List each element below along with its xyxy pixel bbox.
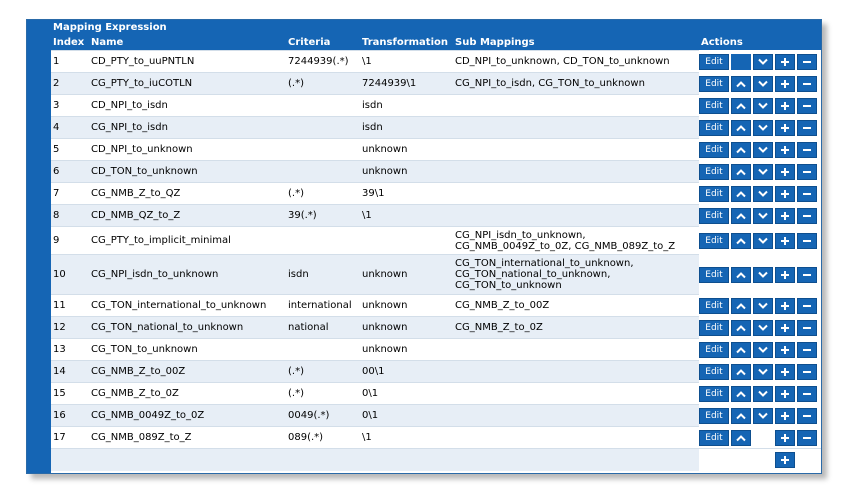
cell-actions: [699, 51, 821, 73]
chevron-up-icon: [736, 412, 746, 420]
cell-sub-mappings: [453, 427, 699, 449]
table-row: [51, 339, 821, 361]
minus-icon: [802, 236, 812, 246]
cell-criteria: (.*): [286, 73, 360, 95]
cell-index: 17: [51, 427, 89, 449]
cell-index: 10: [51, 255, 89, 295]
remove-button[interactable]: [797, 98, 817, 114]
move-up-button[interactable]: [731, 267, 751, 283]
cell-criteria: [286, 227, 360, 255]
mapping-panel: [26, 19, 822, 474]
cell-name: CG_NMB_Z_to_0Z: [89, 383, 286, 405]
table-row: [51, 205, 821, 227]
sub-mapping-line: CG_NMB_Z_to_00Z: [455, 300, 550, 311]
cell-sub-mappings: [453, 317, 699, 339]
cell-actions: [699, 117, 821, 139]
sub-mapping-line: CG_TON_to_unknown: [455, 280, 562, 291]
table-row: [51, 405, 821, 427]
chevron-down-icon: [758, 346, 768, 354]
move-up-button[interactable]: [731, 342, 751, 358]
add-button[interactable]: [775, 76, 795, 92]
cell-sub-mappings: [453, 161, 699, 183]
cell-index: 1: [51, 51, 89, 73]
remove-button[interactable]: [797, 54, 817, 70]
plus-icon: [780, 211, 790, 221]
chevron-down-icon: [758, 102, 768, 110]
cell-index: 14: [51, 361, 89, 383]
plus-icon: [780, 167, 790, 177]
cell-criteria: (.*): [286, 383, 360, 405]
add-button[interactable]: [775, 320, 795, 336]
cell-name: CG_PTY_to_iuCOTLN: [89, 73, 286, 95]
move-up-button[interactable]: [731, 430, 751, 446]
minus-icon: [802, 301, 812, 311]
remove-button[interactable]: [797, 186, 817, 202]
cell-sub-mappings: [453, 139, 699, 161]
cell-sub-mappings: [453, 183, 699, 205]
cell-name: CG_NMB_0049Z_to_0Z: [89, 405, 286, 427]
plus-icon: [780, 323, 790, 333]
minus-icon: [802, 411, 812, 421]
move-down-button[interactable]: [753, 76, 773, 92]
minus-icon: [802, 123, 812, 133]
chevron-up-icon: [736, 124, 746, 132]
cell-index: 12: [51, 317, 89, 339]
move-up-button[interactable]: [731, 386, 751, 402]
minus-icon: [802, 101, 812, 111]
move-up-button[interactable]: [731, 208, 751, 224]
move-up-button[interactable]: [731, 186, 751, 202]
move-down-button[interactable]: [753, 342, 773, 358]
remove-button[interactable]: [797, 342, 817, 358]
cell-name: CG_NMB_089Z_to_Z: [89, 427, 286, 449]
cell-sub-mappings: [453, 339, 699, 361]
cell-transformation: 0\1: [360, 383, 453, 405]
minus-icon: [802, 167, 812, 177]
cell-sub-mappings: [453, 73, 699, 95]
cell-name: CG_NPI_to_isdn: [89, 117, 286, 139]
add-button[interactable]: [775, 408, 795, 424]
table-row: [51, 73, 821, 95]
column-header-actions: Actions: [699, 35, 821, 51]
sub-mapping-line: CG_NMB_Z_to_0Z: [455, 322, 543, 333]
plus-icon: [780, 389, 790, 399]
plus-icon: [780, 57, 790, 67]
minus-icon: [802, 345, 812, 355]
cell-criteria: [286, 95, 360, 117]
cell-transformation: unknown: [360, 161, 453, 183]
cell-name: CG_TON_to_unknown: [89, 339, 286, 361]
remove-button[interactable]: [797, 386, 817, 402]
remove-button[interactable]: [797, 430, 817, 446]
cell-name: CD_PTY_to_uuPNTLN: [89, 51, 286, 73]
edit-button[interactable]: Edit: [699, 342, 729, 358]
cell-actions: [699, 427, 821, 449]
cell-transformation: 7244939\1: [360, 73, 453, 95]
cell-name: CG_PTY_to_implicit_minimal: [89, 227, 286, 255]
table-row: [51, 295, 821, 317]
remove-button[interactable]: [797, 164, 817, 180]
plus-icon: [780, 79, 790, 89]
move-down-button[interactable]: [753, 408, 773, 424]
plus-icon: [780, 101, 790, 111]
chevron-up-icon: [736, 271, 746, 279]
cell-actions: [699, 383, 821, 405]
chevron-up-icon: [736, 212, 746, 220]
move-down-button[interactable]: [753, 120, 773, 136]
table-row: [51, 117, 821, 139]
chevron-down-icon: [758, 324, 768, 332]
cell-transformation: isdn: [360, 95, 453, 117]
edit-button[interactable]: Edit: [699, 208, 729, 224]
minus-icon: [802, 389, 812, 399]
cell-actions: [699, 317, 821, 339]
move-down-button[interactable]: [753, 267, 773, 283]
move-down-button[interactable]: [753, 233, 773, 249]
cell-criteria: 089(.*): [286, 427, 360, 449]
move-down-button[interactable]: [753, 98, 773, 114]
column-header-index: Index: [51, 35, 89, 51]
chevron-up-icon: [736, 324, 746, 332]
cell-criteria: national: [286, 317, 360, 339]
sub-mapping-line: CG_TON_national_to_unknown,: [455, 269, 611, 280]
cell-name: CG_NMB_Z_to_QZ: [89, 183, 286, 205]
chevron-down-icon: [758, 212, 768, 220]
plus-icon: [780, 145, 790, 155]
table-row: [51, 255, 821, 295]
cell-index: 2: [51, 73, 89, 95]
column-header-sub-mappings: Sub Mappings: [453, 35, 699, 51]
mapping-expression-table: [51, 20, 821, 471]
cell-actions: [699, 339, 821, 361]
cell-actions: [699, 183, 821, 205]
chevron-down-icon: [758, 368, 768, 376]
edit-button[interactable]: Edit: [699, 320, 729, 336]
remove-button[interactable]: [797, 408, 817, 424]
cell-actions: [699, 227, 821, 255]
chevron-down-icon: [758, 237, 768, 245]
cell-actions: [699, 295, 821, 317]
sub-mapping-line: CD_NPI_to_unknown, CD_TON_to_unknown: [455, 56, 670, 67]
chevron-up-icon: [736, 102, 746, 110]
cell-transformation: \1: [360, 205, 453, 227]
minus-icon: [802, 145, 812, 155]
table-row: [51, 227, 821, 255]
sub-mapping-line: CG_NPI_to_isdn, CG_TON_to_unknown: [455, 78, 645, 89]
cell-criteria: 39(.*): [286, 205, 360, 227]
cell-name: CG_NPI_isdn_to_unknown: [89, 255, 286, 295]
chevron-down-icon: [758, 146, 768, 154]
add-button[interactable]: [775, 120, 795, 136]
edit-button[interactable]: Edit: [699, 76, 729, 92]
chevron-down-icon: [758, 390, 768, 398]
add-button[interactable]: [775, 164, 795, 180]
add-button[interactable]: [775, 342, 795, 358]
edit-button[interactable]: Edit: [699, 142, 729, 158]
cell-criteria: [286, 161, 360, 183]
plus-icon: [780, 301, 790, 311]
remove-button[interactable]: [797, 320, 817, 336]
cell-transformation: [360, 227, 453, 255]
cell-index: 5: [51, 139, 89, 161]
chevron-down-icon: [758, 80, 768, 88]
move-up-button[interactable]: [731, 233, 751, 249]
footer-spacer: [51, 449, 699, 471]
chevron-down-icon: [758, 190, 768, 198]
group-header: Mapping Expression: [51, 20, 821, 35]
cell-sub-mappings: [453, 405, 699, 427]
table-row: [51, 383, 821, 405]
add-button[interactable]: [775, 208, 795, 224]
chevron-down-icon: [758, 412, 768, 420]
edit-button[interactable]: Edit: [699, 186, 729, 202]
edit-button[interactable]: Edit: [699, 298, 729, 314]
move-down-placeholder: [753, 430, 773, 446]
move-up-button[interactable]: [731, 164, 751, 180]
cell-name: CD_TON_to_unknown: [89, 161, 286, 183]
add-mapping-button[interactable]: [775, 452, 795, 468]
move-up-button[interactable]: [731, 98, 751, 114]
minus-icon: [802, 57, 812, 67]
cell-sub-mappings: [453, 95, 699, 117]
cell-criteria: international: [286, 295, 360, 317]
edit-button[interactable]: Edit: [699, 233, 729, 249]
cell-name: CG_TON_national_to_unknown: [89, 317, 286, 339]
add-button[interactable]: [775, 186, 795, 202]
cell-sub-mappings: [453, 295, 699, 317]
remove-button[interactable]: [797, 298, 817, 314]
move-up-button[interactable]: [731, 408, 751, 424]
table-row: [51, 317, 821, 339]
cell-index: 11: [51, 295, 89, 317]
chevron-up-icon: [736, 390, 746, 398]
move-down-button[interactable]: [753, 298, 773, 314]
add-button[interactable]: [775, 430, 795, 446]
add-button[interactable]: [775, 267, 795, 283]
column-header-name: Name: [89, 35, 286, 51]
edit-button[interactable]: Edit: [699, 267, 729, 283]
cell-sub-mappings: [453, 117, 699, 139]
add-button[interactable]: [775, 98, 795, 114]
cell-index: 7: [51, 183, 89, 205]
cell-index: 3: [51, 95, 89, 117]
plus-icon: [780, 123, 790, 133]
cell-actions: [699, 205, 821, 227]
cell-name: CD_NMB_QZ_to_Z: [89, 205, 286, 227]
edit-button[interactable]: Edit: [699, 164, 729, 180]
cell-sub-mappings: [453, 383, 699, 405]
cell-name: CG_NMB_Z_to_00Z: [89, 361, 286, 383]
cell-index: 16: [51, 405, 89, 427]
edit-button[interactable]: Edit: [699, 430, 729, 446]
cell-transformation: unknown: [360, 317, 453, 339]
edit-button[interactable]: Edit: [699, 408, 729, 424]
cell-transformation: unknown: [360, 139, 453, 161]
move-up-button[interactable]: [731, 298, 751, 314]
minus-icon: [802, 323, 812, 333]
chevron-up-icon: [736, 190, 746, 198]
cell-actions: [699, 73, 821, 95]
edit-button[interactable]: Edit: [699, 54, 729, 70]
chevron-up-icon: [736, 237, 746, 245]
minus-icon: [802, 211, 812, 221]
remove-button[interactable]: [797, 267, 817, 283]
edit-button[interactable]: Edit: [699, 120, 729, 136]
table-row: [51, 427, 821, 449]
chevron-up-icon: [736, 168, 746, 176]
cell-transformation: unknown: [360, 295, 453, 317]
remove-button[interactable]: [797, 76, 817, 92]
cell-criteria: [286, 139, 360, 161]
add-button[interactable]: [775, 386, 795, 402]
cell-actions: [699, 255, 821, 295]
move-up-button[interactable]: [731, 120, 751, 136]
move-down-button[interactable]: [753, 386, 773, 402]
cell-actions: [699, 161, 821, 183]
cell-transformation: unknown: [360, 339, 453, 361]
plus-icon: [780, 433, 790, 443]
chevron-up-icon: [736, 80, 746, 88]
cell-criteria: (.*): [286, 361, 360, 383]
add-button[interactable]: [775, 364, 795, 380]
plus-icon: [780, 189, 790, 199]
table-row: [51, 361, 821, 383]
minus-icon: [802, 189, 812, 199]
cell-index: 9: [51, 227, 89, 255]
cell-transformation: isdn: [360, 117, 453, 139]
chevron-up-icon: [736, 146, 746, 154]
cell-actions: [699, 361, 821, 383]
table-row: [51, 183, 821, 205]
add-button[interactable]: [775, 298, 795, 314]
cell-criteria: 7244939(.*): [286, 51, 360, 73]
plus-icon: [780, 411, 790, 421]
column-header-transformation: Transformation: [360, 35, 453, 51]
edit-button[interactable]: Edit: [699, 98, 729, 114]
minus-icon: [802, 433, 812, 443]
cell-name: CG_TON_international_to_unknown: [89, 295, 286, 317]
cell-criteria: [286, 339, 360, 361]
move-down-button[interactable]: [753, 320, 773, 336]
chevron-down-icon: [758, 168, 768, 176]
cell-name: CD_NPI_to_unknown: [89, 139, 286, 161]
chevron-down-icon: [758, 58, 768, 66]
remove-button[interactable]: [797, 120, 817, 136]
chevron-down-icon: [758, 271, 768, 279]
edit-button[interactable]: Edit: [699, 364, 729, 380]
remove-button[interactable]: [797, 364, 817, 380]
cell-transformation: 00\1: [360, 361, 453, 383]
cell-sub-mappings: [453, 205, 699, 227]
remove-button[interactable]: [797, 208, 817, 224]
cell-criteria: 0049(.*): [286, 405, 360, 427]
add-button[interactable]: [775, 233, 795, 249]
cell-transformation: 39\1: [360, 183, 453, 205]
chevron-down-icon: [758, 302, 768, 310]
move-up-placeholder: [731, 54, 751, 70]
cell-criteria: isdn: [286, 255, 360, 295]
plus-icon: [780, 345, 790, 355]
remove-button[interactable]: [797, 233, 817, 249]
chevron-up-icon: [736, 368, 746, 376]
sub-mapping-line: CG_NPI_isdn_to_unknown,: [455, 229, 586, 241]
table-row: [51, 161, 821, 183]
cell-actions: [699, 139, 821, 161]
table-row: [51, 51, 821, 73]
cell-index: 4: [51, 117, 89, 139]
add-button[interactable]: [775, 142, 795, 158]
cell-name: CD_NPI_to_isdn: [89, 95, 286, 117]
cell-index: 13: [51, 339, 89, 361]
minus-icon: [802, 270, 812, 280]
cell-actions: [699, 405, 821, 427]
edit-button[interactable]: Edit: [699, 386, 729, 402]
cell-index: 8: [51, 205, 89, 227]
plus-icon: [780, 236, 790, 246]
move-down-button[interactable]: [753, 142, 773, 158]
remove-button[interactable]: [797, 142, 817, 158]
move-up-button[interactable]: [731, 364, 751, 380]
move-down-button[interactable]: [753, 54, 773, 70]
plus-icon: [780, 270, 790, 280]
plus-icon: [780, 455, 790, 465]
cell-transformation: 0\1: [360, 405, 453, 427]
cell-sub-mappings: [453, 255, 699, 295]
left-header-bar: [27, 20, 51, 473]
move-down-button[interactable]: [753, 364, 773, 380]
table-row: [51, 139, 821, 161]
cell-index: 6: [51, 161, 89, 183]
cell-transformation: unknown: [360, 255, 453, 295]
minus-icon: [802, 367, 812, 377]
cell-transformation: \1: [360, 427, 453, 449]
cell-sub-mappings: [453, 51, 699, 73]
move-up-button[interactable]: [731, 320, 751, 336]
cell-criteria: [286, 117, 360, 139]
cell-index: 15: [51, 383, 89, 405]
move-down-button[interactable]: [753, 208, 773, 224]
cell-sub-mappings: [453, 227, 699, 255]
sub-mapping-line: CG_TON_international_to_unknown,: [455, 258, 634, 269]
move-down-button[interactable]: [753, 164, 773, 180]
cell-criteria: (.*): [286, 183, 360, 205]
chevron-down-icon: [758, 124, 768, 132]
move-up-button[interactable]: [731, 142, 751, 158]
add-button[interactable]: [775, 54, 795, 70]
cell-sub-mappings: [453, 361, 699, 383]
minus-icon: [802, 79, 812, 89]
cell-transformation: \1: [360, 51, 453, 73]
cell-actions: [699, 95, 821, 117]
plus-icon: [780, 367, 790, 377]
chevron-up-icon: [736, 346, 746, 354]
chevron-up-icon: [736, 434, 746, 442]
move-down-button[interactable]: [753, 186, 773, 202]
sub-mapping-line: CG_NMB_0049Z_to_0Z, CG_NMB_089Z_to_Z: [455, 240, 676, 252]
move-up-button[interactable]: [731, 76, 751, 92]
table-row: [51, 95, 821, 117]
chevron-up-icon: [736, 302, 746, 310]
column-header-criteria: Criteria: [286, 35, 360, 51]
